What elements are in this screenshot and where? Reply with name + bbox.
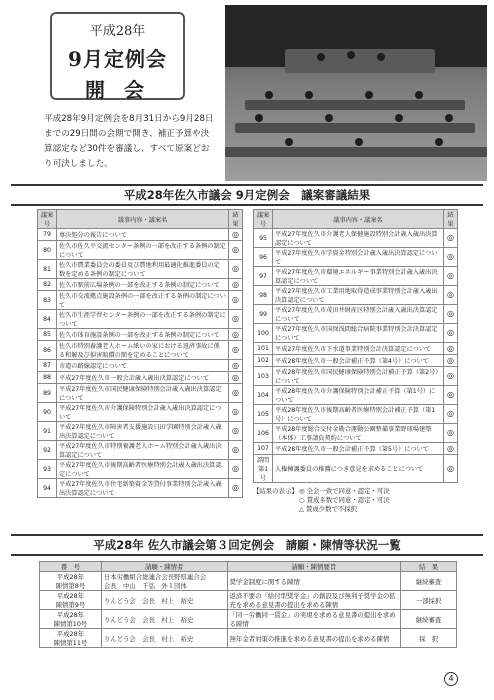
section-title-bills: 平成28年佐久市議会 9月定例会 議案審議結果 — [11, 184, 483, 206]
petition-summary: 返済不要の「給付型奨学金」の創設及び無利子奨学金の拡充を求める意見書の提出を求める陳情 — [227, 591, 401, 610]
bill-name: 平成27年度佐久市茂田井財産区特別会計歳入歳出決算認定について — [273, 305, 444, 324]
table-row — [38, 329, 243, 341]
table-row — [254, 355, 458, 367]
petition-result: 一部採択 — [401, 591, 457, 610]
bill-number: 96 — [254, 248, 273, 267]
table-row — [38, 310, 243, 329]
bill-name: 平成28年度佐久市国民健康保険特別会計補正予算（第2号）について — [273, 367, 444, 386]
table-row — [254, 324, 458, 343]
bill-result: ◎ — [229, 341, 243, 360]
bill-name: 平成27年度佐久市障害者支援施設日田学園特別会計歳入歳出決算認定について — [57, 422, 229, 441]
table-row — [38, 341, 243, 360]
header-result: 結果 — [444, 210, 458, 229]
bill-name: 平成27年度佐久市国保浅間総合病院事業特別会計決算認定について — [273, 324, 444, 343]
bill-result: ◎ — [444, 267, 458, 286]
bill-number: 89 — [38, 384, 57, 403]
legend-item: ◎ 全会一致で同意・認定・可決 — [299, 487, 390, 495]
petition-number: 平成28年 陳情第10号 — [40, 610, 102, 629]
bill-name: 平成27年度佐久市工業用地取得造成事業特別会計歳入歳出決算認定について — [273, 286, 444, 305]
bill-number: 98 — [254, 286, 273, 305]
bill-result: ◎ — [229, 291, 243, 310]
bill-name: 佐久市特別養護老人ホーム紙いの家における返済事故に係る和解及び損害賠償の額を定めることについて — [57, 341, 229, 360]
bill-number: 諮問第1号 — [254, 455, 273, 483]
bill-name: 人権擁護委員の推薦につき意見を求めることについて — [273, 455, 444, 483]
bill-result: ◎ — [444, 229, 458, 248]
bill-number: 85 — [38, 329, 57, 341]
bill-table-right — [253, 209, 458, 483]
table-row — [38, 260, 243, 279]
bill-name: 平成28年度佐久市一般会計補正予算（第4号）について — [273, 355, 444, 367]
bill-name: 平成27年度佐久市学資金特別会計歳入歳出決算認定について — [273, 248, 444, 267]
table-row — [254, 367, 458, 386]
bill-number: 82 — [38, 279, 57, 291]
bill-name: 佐久市駅前広場条例の一部を改正する条例の制定について — [57, 279, 229, 291]
table-row — [38, 360, 243, 372]
bill-name: 平成27年度佐久市下水道事業特別会計決算認定について — [273, 343, 444, 355]
table-row — [254, 248, 458, 267]
petition-table — [39, 561, 457, 648]
bill-name: 専決処分の報告について — [57, 229, 229, 241]
header-result: 結果 — [229, 210, 243, 229]
page-number: 4 — [444, 672, 458, 686]
petition-result: 継続審査 — [401, 572, 457, 591]
table-row — [254, 343, 458, 355]
petitioner: 日本労働組合総連合会長野県連合会 会長 中山 千弘 外１団体 — [101, 572, 227, 591]
table-row — [254, 424, 458, 443]
table-row — [40, 610, 457, 629]
bill-result: ◎ — [229, 260, 243, 279]
bill-result: ◎ — [229, 422, 243, 441]
bill-number: 92 — [38, 441, 57, 460]
legend-item: ○ 賛成多数で同意・認定・可決 — [299, 496, 390, 504]
bill-number: 84 — [38, 310, 57, 329]
bill-number: 86 — [38, 341, 57, 360]
bill-result: ◎ — [229, 460, 243, 479]
bill-number: 94 — [38, 479, 57, 498]
table-row — [38, 422, 243, 441]
bill-number: 104 — [254, 386, 273, 405]
bill-result: ◎ — [229, 372, 243, 384]
bill-result: ◎ — [229, 479, 243, 498]
bill-result: ◎ — [444, 343, 458, 355]
table-row — [38, 384, 243, 403]
bill-number: 83 — [38, 291, 57, 310]
bill-number: 101 — [254, 343, 273, 355]
bill-result: ◎ — [229, 329, 243, 341]
bill-number: 100 — [254, 324, 273, 343]
petition-result: 採 択 — [401, 629, 457, 648]
legend-label: 【結果の表示】 — [253, 487, 298, 495]
bill-name: 平成28年度佐久市介護保険特別会計補正予算（第1号）について — [273, 386, 444, 405]
bill-result: ◎ — [444, 305, 458, 324]
bill-name: 佐久市佐久平交流センター条例の一部を改正する条例の制定について — [57, 241, 229, 260]
table-row — [38, 441, 243, 460]
bill-result: ◎ — [444, 286, 458, 305]
bill-name: 平成27年度佐久市一般会計歳入歳出決算認定について — [57, 372, 229, 384]
bill-name: 平成27年度佐久市特別養護老人ホーム特別会計歳入歳出決算認定について — [57, 441, 229, 460]
table-row — [254, 455, 458, 483]
table-row — [40, 572, 457, 591]
bill-number: 87 — [38, 360, 57, 372]
table-row — [254, 305, 458, 324]
bill-number: 88 — [38, 372, 57, 384]
bill-number: 80 — [38, 241, 57, 260]
table-row — [254, 386, 458, 405]
bill-number: 95 — [254, 229, 273, 248]
petition-summary: 無年金者対策の推進を求める意見書の提出を求める陳情 — [227, 629, 401, 648]
bill-name: 平成27年度佐久市環境エネルギー事業特別会計歳入歳出決算認定について — [273, 267, 444, 286]
table-row — [40, 591, 457, 610]
header-summary: 請願・陳情要旨 — [227, 562, 401, 572]
bill-result: ◎ — [229, 360, 243, 372]
bill-name: 佐久市生涯学習センター条例の一部を改正する条例の制定について — [57, 310, 229, 329]
bill-number: 106 — [254, 424, 273, 443]
assembly-photo — [225, 5, 487, 181]
header-result: 結 果 — [401, 562, 457, 572]
table-row — [38, 229, 243, 241]
bill-name: 平成28年度佐久市一般会計補正予算（第5号）について — [273, 443, 444, 455]
title-box — [50, 12, 185, 100]
petition-result: 継続審査 — [401, 610, 457, 629]
bill-number: 107 — [254, 443, 273, 455]
header-name: 議事内容・議案名 — [273, 210, 444, 229]
table-row — [38, 279, 243, 291]
petition-number: 平成28年 陳情第9号 — [40, 591, 102, 610]
table-row — [38, 241, 243, 260]
bill-number: 103 — [254, 367, 273, 386]
bill-result: ◎ — [444, 324, 458, 343]
table-row — [38, 403, 243, 422]
bill-number: 93 — [38, 460, 57, 479]
table-row — [38, 291, 243, 310]
bill-table-left — [37, 209, 243, 498]
header-petitioner: 請願・陳情者 — [101, 562, 227, 572]
petitioner: りんどう会 会長 村上 裕史 — [101, 591, 227, 610]
bill-result: ◎ — [444, 355, 458, 367]
petition-summary: 「同一労働同一賃金」の実現を求める意見書の提出を求める陳情 — [227, 610, 401, 629]
bill-result: ◎ — [229, 310, 243, 329]
bill-result: ◎ — [229, 241, 243, 260]
header-title: 9月定例会 — [68, 47, 167, 71]
bill-name: 平成28年度総合交付金勘合運動公園整備事業野球場建築（本体）工事請負契約について — [273, 424, 444, 443]
section-title-petitions: 平成28年 佐久市議会第３回定例会 請願・陳情等状況一覧 — [11, 534, 483, 556]
header-num: 議案号 — [38, 210, 57, 229]
bill-name: 市道の路線認定について — [57, 360, 229, 372]
table-row — [254, 229, 458, 248]
table-row — [38, 479, 243, 498]
petition-number: 平成28年 陳情第11号 — [40, 629, 102, 648]
table-row — [40, 629, 457, 648]
bill-result: ◎ — [444, 367, 458, 386]
bill-result: ◎ — [229, 229, 243, 241]
petition-summary: 奨学金制度に関する陳情 — [227, 572, 401, 591]
table-row — [254, 286, 458, 305]
bill-number: 81 — [38, 260, 57, 279]
bill-result: ◎ — [444, 443, 458, 455]
table-row — [38, 460, 243, 479]
bill-number: 105 — [254, 405, 273, 424]
header-name: 議事内容・議案名 — [57, 210, 229, 229]
bill-number: 90 — [38, 403, 57, 422]
bill-result: ◎ — [229, 441, 243, 460]
table-row — [254, 405, 458, 424]
header-num: 議案号 — [254, 210, 273, 229]
bill-name: 平成27年度佐久市住宅新築資金等貸付事業特別会計歳入歳出決算認定について — [57, 479, 229, 498]
bill-result: ◎ — [229, 403, 243, 422]
header-number: 番 号 — [40, 562, 102, 572]
bill-result: ◎ — [444, 248, 458, 267]
bill-name: 平成27年度佐久市介護保険特別会計歳入歳出決算認定について — [57, 403, 229, 422]
petitioner: りんどう会 会長 村上 裕史 — [101, 610, 227, 629]
bill-result: ◎ — [229, 279, 243, 291]
petitioner: りんどう会 会長 村上 裕史 — [101, 629, 227, 648]
header-subtitle: 開 会 — [85, 78, 150, 102]
bill-result: ◎ — [444, 405, 458, 424]
bill-result: ◎ — [444, 386, 458, 405]
header-year: 平成28年 — [89, 24, 146, 39]
bill-name: 佐久市交流拠点施設条例の一部を改正する条例の制定について — [57, 291, 229, 310]
bill-name: 平成27年度佐久市後期高齢者医療特別会計歳入歳出決算認定について — [57, 460, 229, 479]
bill-number: 97 — [254, 267, 273, 286]
bill-name: 佐久市農業委員会の委員及び農地利用最適化推進委員の定数を定める条例の制定について — [57, 260, 229, 279]
bill-name: 平成28年度佐久市後期高齢者医療特別会計補正予算（第1号）について — [273, 405, 444, 424]
petition-number: 平成28年 陳情第8号 — [40, 572, 102, 591]
bill-number: 102 — [254, 355, 273, 367]
bill-name: 佐久市体育施設条例の一部を改正する条例の制定について — [57, 329, 229, 341]
bill-number: 99 — [254, 305, 273, 324]
bill-name: 平成27年度佐久市国民健康保険特別会計歳入歳出決算認定について — [57, 384, 229, 403]
table-row — [38, 372, 243, 384]
bill-number: 91 — [38, 422, 57, 441]
bill-result: ◎ — [229, 384, 243, 403]
bill-name: 平成27年度佐久市介護老人保健施設特別会計歳入歳出決算認定について — [273, 229, 444, 248]
table-row — [254, 267, 458, 286]
table-row — [254, 443, 458, 455]
bill-result: ◎ — [444, 424, 458, 443]
bill-result: ◎ — [444, 455, 458, 483]
intro-text: 平成28年9月定例会を8月31日から9月28日までの29日間の会期で開き、補正予算や決算認定など30件を審議し、すべて原案どおり可決しました。 — [44, 114, 214, 169]
legend-item: △ 賛成少数で不採択 — [299, 505, 358, 513]
bill-number: 79 — [38, 229, 57, 241]
